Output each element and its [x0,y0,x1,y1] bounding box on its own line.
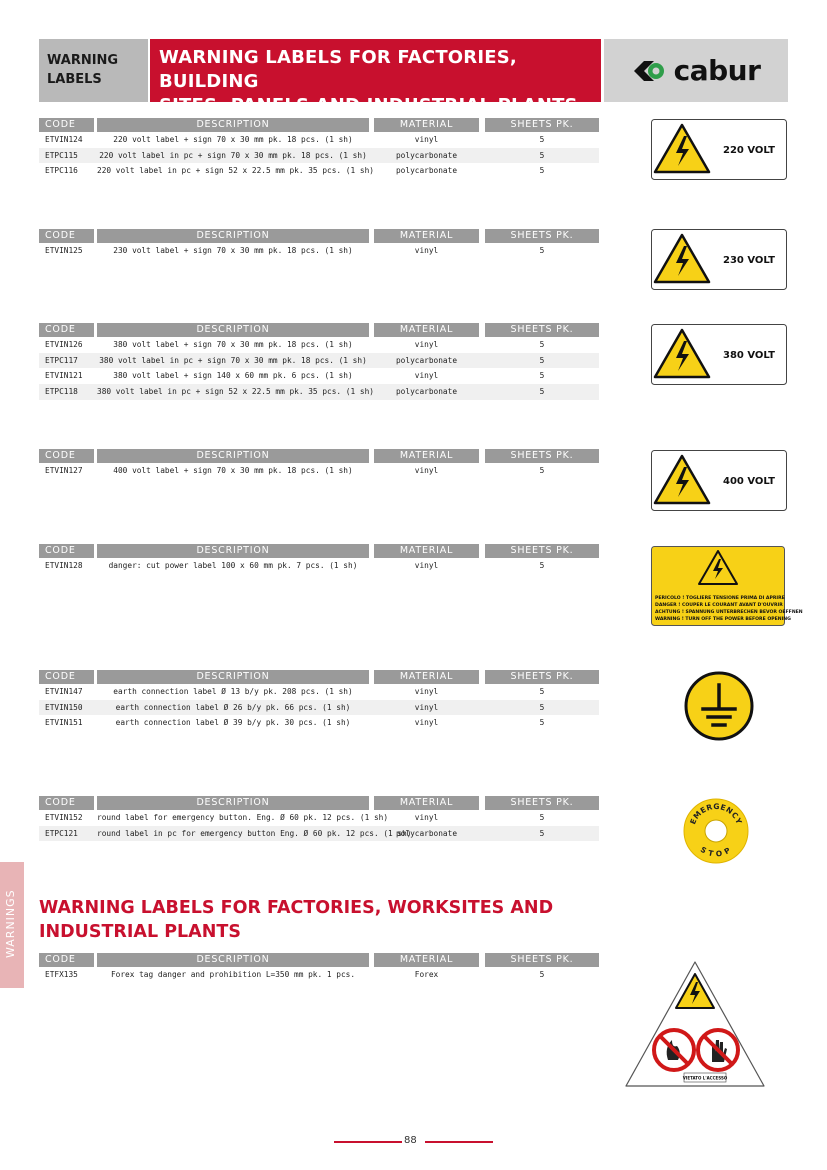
description-header: DESCRIPTION [97,670,369,684]
description-cell: Forex tag danger and prohibition L=350 mm pk. 1 pcs. [110,970,356,979]
sheets-header: SHEETS PK. [485,449,599,463]
sheets-cell: 5 [539,561,545,570]
sheets-header: SHEETS PK. [485,670,599,684]
danger-line-2: DANGER ! COUPER LE COURANT AVANT D'OUVRIR [655,603,783,608]
code-cell: ETVIN121 [45,371,83,381]
emergency-stop-label [682,797,750,865]
sheets-header: SHEETS PK. [485,323,599,337]
material-header: MATERIAL [374,323,479,337]
table-row [39,132,599,148]
table-row [39,353,599,369]
description-cell: 220 volt label + sign 70 x 30 mm pk. 18 pcs. (1 sh) [113,135,353,144]
table-row [39,243,599,259]
description-cell: earth connection label Ø 13 b/y pk. 208 pcs. (1 sh) [113,687,353,696]
footer-rule-right [425,1141,493,1143]
sheets-header: SHEETS PK. [485,953,599,967]
code-cell: ETPC115 [45,150,78,160]
sheets-cell: 5 [539,246,545,255]
sheets-cell: 5 [539,150,545,160]
sign-label: 400 VOLT [723,476,775,487]
code-cell: ETVIN152 [45,813,83,822]
forex-triangle-tag [624,960,766,1088]
description-header: DESCRIPTION [97,323,369,337]
code-header: CODE [39,544,94,558]
table-row [39,368,599,384]
material-cell: vinyl [414,561,439,570]
sheets-cell: 5 [539,687,545,696]
code-header: CODE [39,670,94,684]
description-cell: 380 volt label in pc + sign 52 x 22.5 mm pk. 35 pcs. (1 sh) [97,387,374,397]
description-cell: 400 volt label + sign 70 x 30 mm pk. 18 pcs. (1 sh) [113,466,353,475]
volt-220-sign [651,119,787,180]
material-cell: vinyl [414,687,439,696]
danger-line-1: PERICOLO ! TOGLIERE TENSIONE PRIMA DI APRIRE [655,596,785,601]
description-header: DESCRIPTION [97,449,369,463]
product-table [39,229,599,259]
sheets-cell: 5 [539,828,545,838]
table-row [39,148,599,164]
description-cell: earth connection label Ø 26 b/y pk. 66 pcs. (1 sh) [115,702,351,712]
page-title-line-1: WARNING LABELS FOR FACTORIES, BUILDING [159,47,517,92]
code-header: CODE [39,796,94,810]
material-cell: vinyl [414,371,439,381]
table-row [39,163,599,179]
sheets-cell: 5 [539,702,545,712]
emergency-text: EMERGENCY [688,801,744,826]
category-line-2: LABELS [47,72,102,87]
code-header: CODE [39,229,94,243]
code-cell: ETVIN147 [45,687,83,696]
material-header: MATERIAL [374,953,479,967]
category-line-1: WARNING [47,53,119,68]
volt-400-sign [651,450,787,511]
material-cell: polycarbonate [395,150,458,160]
page-number: 88 [404,1135,417,1146]
material-cell: vinyl [414,340,439,349]
material-cell: vinyl [414,466,439,475]
section-title-line-1: WARNING LABELS FOR FACTORIES, WORKSITES AND [39,898,554,918]
sheets-cell: 5 [539,813,545,822]
product-table [39,796,599,841]
code-cell: ETPC121 [45,828,78,838]
code-cell: ETVIN124 [45,135,83,144]
description-header: DESCRIPTION [97,229,369,243]
table-body [39,243,599,259]
table-body [39,558,599,574]
code-cell: ETVIN151 [45,718,83,728]
material-header: MATERIAL [374,229,479,243]
code-cell: ETVIN150 [45,702,83,712]
footer-rule-left [334,1141,402,1143]
code-header: CODE [39,118,94,132]
code-cell: ETPC116 [45,166,78,176]
table-row [39,810,599,826]
code-cell: ETPC118 [45,387,78,397]
table-row [39,826,599,842]
category-box [39,39,148,102]
material-cell: polycarbonate [395,166,458,176]
description-cell: round label for emergency button. Eng. Ø 60 pk. 12 pcs. (1 sh) [97,813,389,822]
code-cell: ETFX135 [45,970,78,979]
table-row [39,684,599,700]
material-cell: vinyl [414,718,439,728]
description-cell: 380 volt label + sign 140 x 60 mm pk. 6 pcs. (1 sh) [113,371,353,381]
table-header [39,796,599,810]
product-table [39,670,599,731]
table-row [39,463,599,479]
description-cell: 220 volt label in pc + sign 70 x 30 mm pk. 18 pcs. (1 sh) [99,150,367,160]
table-header [39,953,599,967]
table-header [39,118,599,132]
no-fire-icon [654,1030,694,1070]
product-table [39,118,599,179]
sheets-header: SHEETS PK. [485,544,599,558]
description-cell: 230 volt label + sign 70 x 30 mm pk. 18 pcs. (1 sh) [113,246,353,255]
danger-line-3: ACHTUNG ! SPANNUNG UNTERBRECHEN BEVOR OEFFNEN [655,610,803,615]
sheets-cell: 5 [539,166,545,176]
section-title [39,896,553,944]
description-cell: 380 volt label + sign 70 x 30 mm pk. 18 pcs. (1 sh) [113,340,353,349]
table-header [39,323,599,337]
material-cell: polycarbonate [395,828,458,838]
sheets-cell: 5 [539,135,545,144]
sheets-cell: 5 [539,355,545,365]
sheets-header: SHEETS PK. [485,229,599,243]
code-cell: ETPC117 [45,355,78,365]
table-row [39,558,599,574]
code-cell: ETVIN128 [45,561,83,570]
description-cell: earth connection label Ø 39 b/y pk. 30 pcs. (1 sh) [115,718,351,728]
sheets-cell: 5 [539,371,545,381]
material-cell: Forex [414,970,439,979]
brand-logo [604,39,788,102]
sheets-header: SHEETS PK. [485,796,599,810]
description-header: DESCRIPTION [97,953,369,967]
table-row [39,700,599,716]
forex-caption: VIETATO L'ACCESSO [682,1075,728,1081]
description-cell: danger: cut power label 100 x 60 mm pk. 7 pcs. (1 sh) [108,561,358,570]
table-body [39,132,599,179]
product-table [39,544,599,574]
description-cell: 220 volt label in pc + sign 52 x 22.5 mm pk. 35 pcs. (1 sh) [97,166,374,176]
volt-230-sign [651,229,787,290]
product-table [39,323,599,400]
table-row [39,715,599,731]
page-title [150,39,601,116]
table-body [39,810,599,841]
description-header: DESCRIPTION [97,118,369,132]
description-header: DESCRIPTION [97,796,369,810]
code-header: CODE [39,953,94,967]
sheets-cell: 5 [539,718,545,728]
table-header [39,670,599,684]
sheets-cell: 5 [539,387,545,397]
stop-text: STOP [698,844,734,859]
button-hole-icon [705,820,727,842]
material-cell: vinyl [414,702,439,712]
sheets-header: SHEETS PK. [485,118,599,132]
description-cell: round label in pc for emergency button Eng. Ø 60 pk. 12 pcs. (1 sh) [97,828,412,838]
material-header: MATERIAL [374,796,479,810]
table-row [39,337,599,353]
sign-label: 380 VOLT [723,350,775,361]
material-cell: polycarbonate [395,355,458,365]
sheets-cell: 5 [539,970,545,979]
side-tab [0,862,24,988]
table-header [39,229,599,243]
table-header [39,544,599,558]
table-body [39,684,599,731]
table-body [39,337,599,400]
material-header: MATERIAL [374,449,479,463]
material-cell: vinyl [414,813,439,822]
page-title-line-2: SITES, PANELS AND INDUSTRIAL PLANTS [159,95,578,116]
code-header: CODE [39,449,94,463]
sheets-cell: 5 [539,340,545,349]
table-row [39,967,599,983]
product-table [39,953,599,983]
logo-mark-icon [632,59,668,83]
material-cell: vinyl [414,135,439,144]
product-table [39,449,599,479]
danger-line-4: WARNING ! TURN OFF THE POWER BEFORE OPENING [655,617,791,622]
sign-label: 230 VOLT [723,255,775,266]
volt-380-sign [651,324,787,385]
code-cell: ETVIN126 [45,340,83,349]
material-header: MATERIAL [374,670,479,684]
table-body [39,967,599,983]
code-header: CODE [39,323,94,337]
side-tab-label: WARNINGS [4,889,17,958]
material-header: MATERIAL [374,118,479,132]
table-header [39,449,599,463]
sheets-cell: 5 [539,466,545,475]
logo-text: cabur [673,54,761,87]
code-cell: ETVIN127 [45,466,83,475]
material-cell: polycarbonate [395,387,458,397]
no-entry-hand-icon [698,1030,738,1070]
sign-label: 220 VOLT [723,145,775,156]
table-row [39,384,599,400]
table-body [39,463,599,479]
description-header: DESCRIPTION [97,544,369,558]
danger-cut-power-sign [651,546,803,626]
material-cell: vinyl [414,246,439,255]
description-cell: 380 volt label in pc + sign 70 x 30 mm pk. 18 pcs. (1 sh) [99,355,367,365]
code-cell: ETVIN125 [45,246,83,255]
section-title-line-2: INDUSTRIAL PLANTS [39,922,241,942]
earth-connection-label [684,671,754,741]
material-header: MATERIAL [374,544,479,558]
